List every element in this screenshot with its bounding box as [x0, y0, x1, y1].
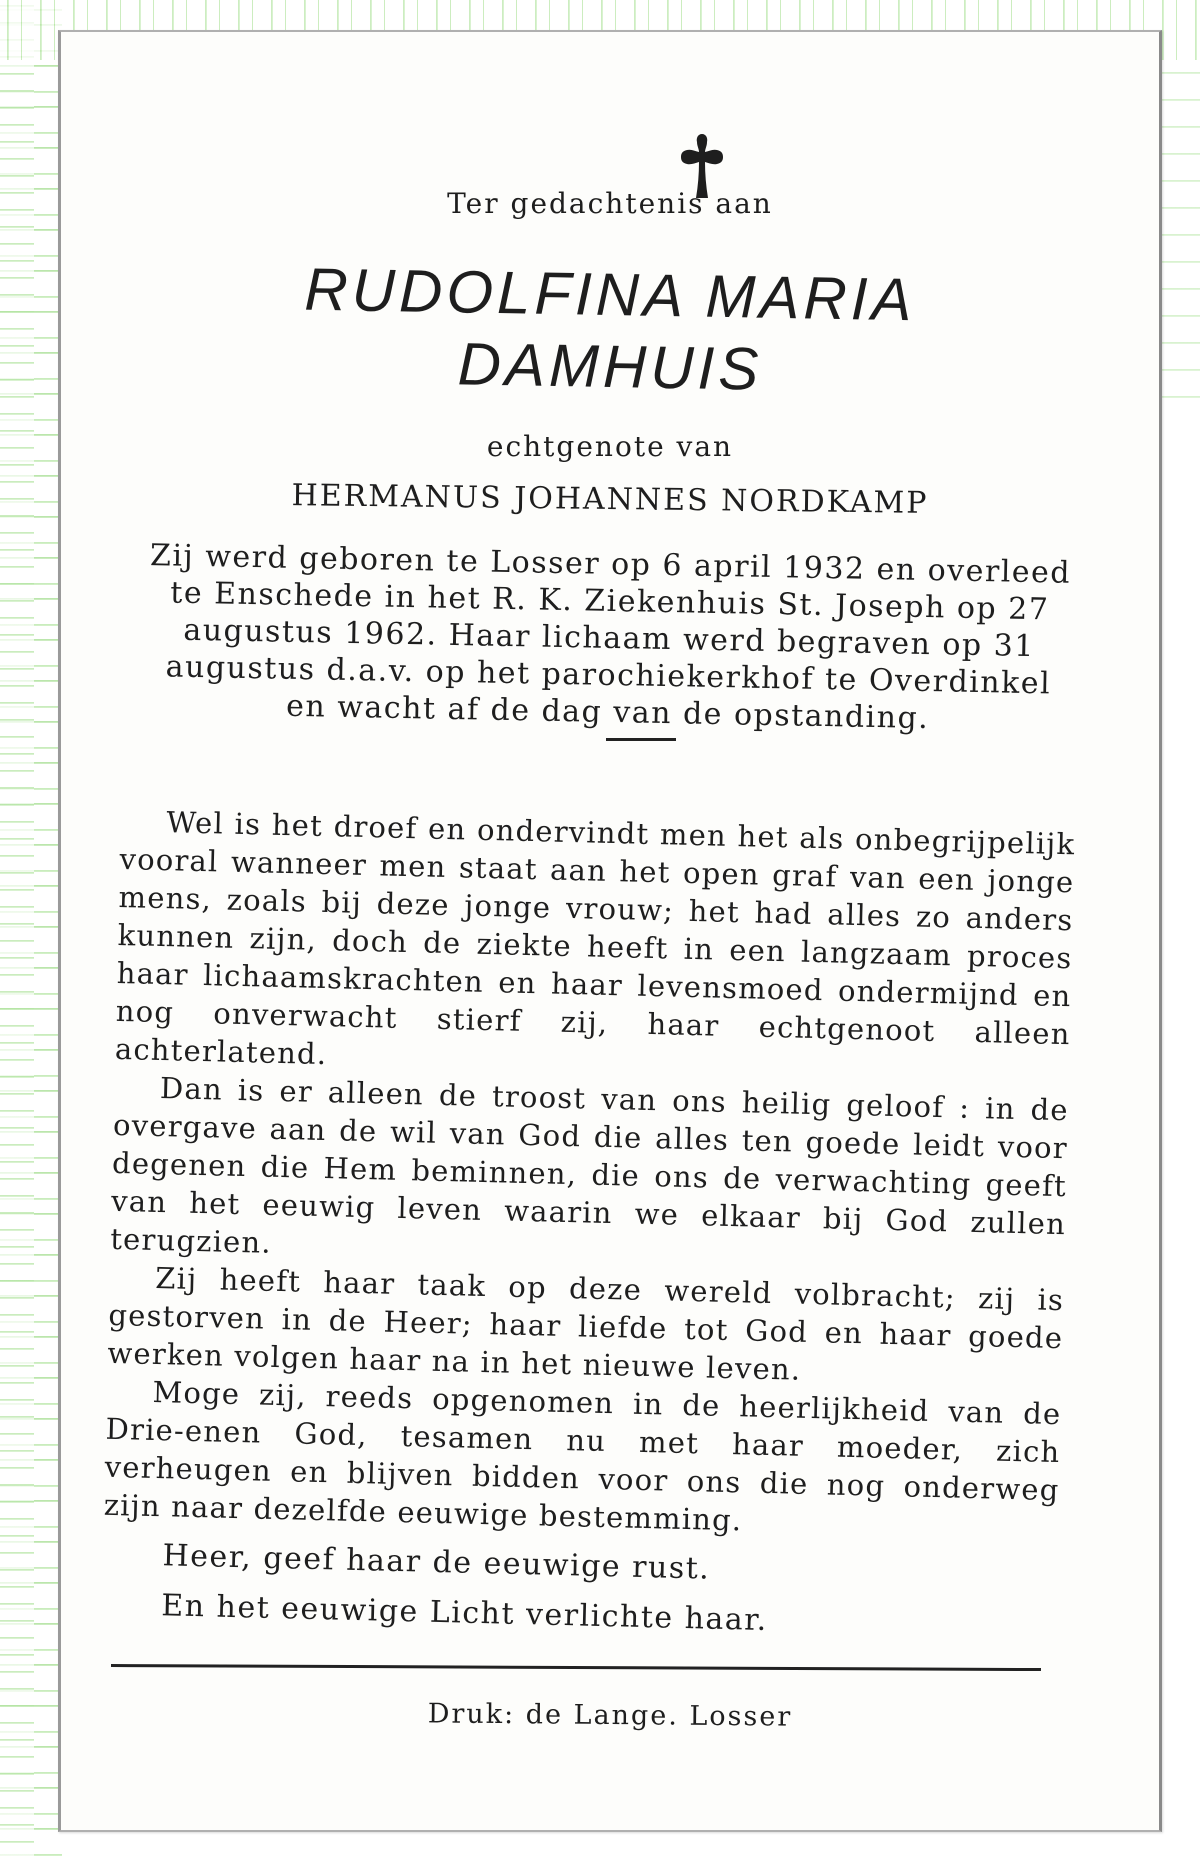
memorial-paragraph: Dan is er alleen de troost van ons heilig geloof : in de overgave aan de wil van God die alles ten goede leidt voor degenen die Hem beminnen, die ons de verwachting geeft van het eeuwig leven waarin we elkaar bij God zullen terugzien. [109, 1071, 1070, 1260]
scan-artifact-right [1160, 60, 1200, 420]
scan-artifact-left-inner [0, 0, 34, 1857]
closing-prayer [161, 1531, 1058, 1653]
footer-divider [111, 1664, 1041, 1671]
memorial-text [101, 802, 1076, 1653]
memorial-paragraph: Moge zij, reeds opgenomen in de heerlijkheid van de Drie-enen God, tesamen nu met haar moeder, zich verheugen en blijven bidden voor ons die nog onderweg zijn naar dezelfde eeuwige bestemming. [103, 1374, 1062, 1538]
biography-paragraph: Zij werd geboren te Losser op 6 april 1932 en overleed te Enschede in het R. K. Ziekenhuis St. Joseph op 27 augustus 1962. Haar lichaam werd begraven op 31 augustus d.a.v. op het parochiekerkhof te Overdinkel en wacht af de dag van de opstanding. [149, 538, 1072, 737]
memorial-card [58, 30, 1162, 1832]
memorial-paragraph: Wel is het droef en ondervindt men het als onbegrijpelijk vooral wanneer men staat aan het open graf van een jonge mens, zoals bij deze jonge vrouw; het had alles zo anders kunnen zijn, doch de ziekte heeft in een langzaam proces haar lichaamskrachten en haar levensmoed ondermijnd en nog onverwacht stierf zij, haar echtgenoot alleen achterlatend. [114, 805, 1076, 1072]
printer-credit: Druk: de Lange. Losser [427, 1698, 793, 1733]
prayer-line: En het eeuwige Licht verlichte haar. [160, 1588, 769, 1639]
spouse-intro-text: echtgenote van [486, 430, 734, 463]
deceased-name-line1: RUDOLFINA MARIA [303, 255, 917, 334]
spouse-name: HERMANUS JOHANNES NORDKAMP [291, 478, 929, 521]
intro-text: Ter gedachtenis aan [447, 187, 773, 220]
deceased-name-line2: DAMHUIS [457, 330, 763, 403]
prayer-line: Heer, geef haar de eeuwige rust. [162, 1538, 711, 1587]
section-divider [606, 738, 676, 741]
memorial-paragraph: Zij heeft haar taak op deze wereld volbracht; zij is gestorven in de Heer; haar liefde tot God en haar goede werken volgen haar na in het nieuwe leven. [107, 1260, 1065, 1387]
